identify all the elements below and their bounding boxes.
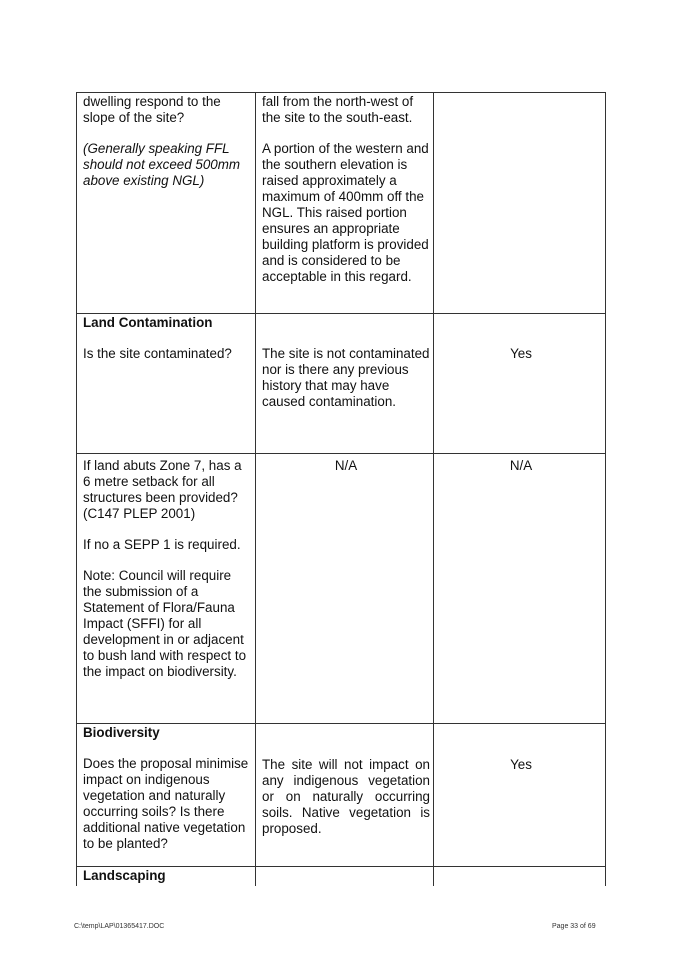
- comment-text: The site will not impact on any indigenous vegetation or on naturally occurring soils. Native vegetation is proposed.: [262, 757, 430, 836]
- compliance-cell: Yes: [510, 346, 532, 361]
- table-row-land-contamination: [76, 313, 606, 454]
- table-row-biodiversity: [76, 723, 606, 867]
- table-row-site-slope: [76, 92, 606, 314]
- table-border-left: [76, 92, 77, 886]
- comment-cell: [262, 757, 430, 837]
- comment-cell: [262, 346, 430, 410]
- comment-cell: N/A: [334, 458, 358, 473]
- criteria-cell: [83, 868, 251, 884]
- comment-text: The site is not contaminated nor is there any previous history that may have caused contamination.: [262, 346, 430, 409]
- criteria-text: If no a SEPP 1 is required.: [83, 537, 241, 552]
- criteria-cell: [83, 458, 251, 680]
- table-column-divider: [255, 92, 256, 886]
- compliance-cell: Yes: [510, 757, 532, 772]
- comment-text: fall from the north-west of the site to the south-east.: [262, 94, 414, 125]
- criteria-note: Note: Council will require the submission of a Statement of Flora/Fauna Impact (SFFI) for all development in or adjacent to bush land with respect to the impact on biodiversity.: [83, 568, 247, 679]
- criteria-text: If land abuts Zone 7, has a 6 metre setback for all structures been provided? (C147 PLEP 2001): [83, 458, 242, 521]
- comment-text: A portion of the western and the southern elevation is raised approximately a maximum of 400mm off the NGL. This raised portion ensures an appropriate building platform is provided and is considered to be acceptable in this regard.: [262, 141, 429, 284]
- section-heading: Land Contamination: [83, 315, 213, 330]
- table-row-landscaping: [76, 866, 606, 887]
- footer-file-path: C:\temp\LAP\01365417.DOC: [74, 923, 165, 930]
- section-heading: Biodiversity: [83, 725, 160, 740]
- table-row-zone-7-setback: [76, 453, 606, 724]
- table-column-divider: [433, 92, 434, 886]
- criteria-text: Is the site contaminated?: [83, 346, 232, 361]
- compliance-cell: N/A: [509, 458, 533, 473]
- criteria-note: (Generally speaking FFL should not exceed 500mm above existing NGL): [83, 141, 241, 188]
- criteria-cell: [83, 725, 251, 852]
- table-border-right: [605, 92, 606, 886]
- criteria-cell: [83, 315, 251, 362]
- footer-page-number: Page 33 of 69: [552, 923, 596, 930]
- criteria-text: Does the proposal minimise impact on indigenous vegetation and naturally occurring soils? Is there additional native vegetation to be planted?: [83, 756, 249, 851]
- criteria-cell: [83, 94, 251, 189]
- criteria-text: dwelling respond to the slope of the site?: [83, 94, 221, 125]
- section-heading: Landscaping: [83, 868, 166, 883]
- comment-cell: [262, 94, 430, 285]
